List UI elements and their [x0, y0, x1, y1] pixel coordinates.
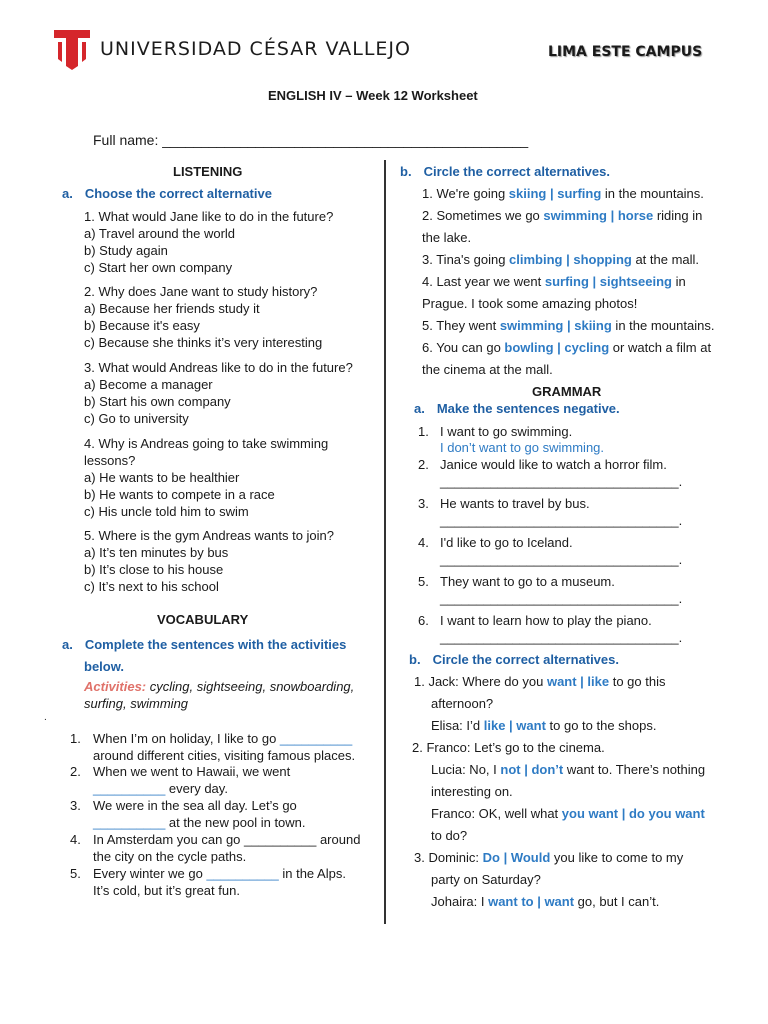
option-bowling-cycling[interactable]: bowling | cycling: [504, 340, 610, 355]
listening-q4: 4. Why is Andreas going to take swimming lessons? a) He wants to be healthier b) He wants to compete in a race c) His uncle told him to swim: [84, 436, 329, 519]
grammar-answer-4[interactable]: _________________________________.: [440, 552, 683, 567]
listening-instruction: a. Choose the correct alternative: [62, 186, 272, 201]
dialogue-3: 3. Dominic: Do | Would you like to come to my party on Saturday? Johaira: I want to | want go, but I can’t.: [414, 850, 684, 909]
circle1-s5: 5. They went swimming | skiing in the mountains.: [422, 318, 715, 333]
option-not-dont[interactable]: not | don’t: [500, 762, 564, 777]
vocab-blank-1[interactable]: __________: [279, 731, 353, 746]
circle1-s2: 2. Sometimes we go swimming | horse riding in the lake.: [422, 208, 703, 245]
option-you-want-do-you-want[interactable]: you want | do you want: [561, 806, 705, 821]
circle1-s1: 1. We're going skiing | surfing in the mountains.: [422, 186, 704, 201]
option-climbing-shopping[interactable]: climbing | shopping: [509, 252, 632, 267]
option-skiing-surfing[interactable]: skiing | surfing: [508, 186, 602, 201]
logo-emblem-icon: [52, 26, 92, 72]
option-want-like[interactable]: want | like: [546, 674, 610, 689]
listening-q5: 5. Where is the gym Andreas wants to join? a) It’s ten minutes by bus b) It’s close to his house c) It’s next to his school: [84, 528, 335, 594]
grammar-answer-5[interactable]: _________________________________.: [440, 591, 683, 606]
grammar-item-6: 6. I want to learn how to play the piano.: [418, 613, 652, 628]
option-swimming-skiing[interactable]: swimming | skiing: [499, 318, 612, 333]
grammar-answer-2[interactable]: _________________________________.: [440, 474, 683, 489]
vocab-blank-3[interactable]: __________: [93, 815, 166, 830]
stray-dot: .: [44, 712, 47, 723]
listening-q2: 2. Why does Jane want to study history? a) Because her friends study it b) Because it's easy c) Because she thinks it’s very interesting: [84, 284, 323, 350]
circle1-s6: 6. You can go bowling | cycling or watch a film at the cinema at the mall.: [422, 340, 712, 377]
listening-q3: 3. What would Andreas like to do in the future? a) Become a manager b) Start his own company c) Go to university: [84, 360, 353, 426]
vocab-item-2: 2. When we went to Hawaii, we went __________ every day.: [70, 764, 291, 796]
university-logo: [52, 26, 92, 72]
grammar-heading: GRAMMAR: [532, 384, 602, 399]
grammar-item-3: 3. He wants to travel by bus.: [418, 496, 590, 511]
vocab-blank-2[interactable]: __________: [93, 781, 166, 796]
circle2-instruction: b. Circle the correct alternatives.: [409, 652, 619, 667]
vocabulary-heading: VOCABULARY: [157, 612, 249, 627]
fullname-field[interactable]: _______________________________________________: [162, 132, 529, 148]
activities-list: Activities: cycling, sightseeing, snowboarding, surfing, swimming: [84, 679, 355, 711]
fullname-label: Full name:: [93, 132, 163, 148]
fullname-row: [93, 132, 528, 148]
column-divider: [384, 160, 386, 924]
grammar-answer-3[interactable]: _________________________________.: [440, 513, 683, 528]
option-want-to-want[interactable]: want to | want: [488, 894, 575, 909]
circle1-s4: 4. Last year we went surfing | sightseeing in Prague. I took some amazing photos!: [422, 274, 686, 311]
option-do-would[interactable]: Do | Would: [482, 850, 551, 865]
vocab-item-5: 5. Every winter we go __________ in the Alps. It’s cold, but it’s great fun.: [70, 866, 346, 898]
campus-label: LIMA ESTE CAMPUS: [548, 44, 703, 60]
vocabulary-instruction: a. Complete the sentences with the activities below.: [62, 637, 347, 674]
university-name: UNIVERSIDAD CÉSAR VALLEJO: [100, 38, 411, 60]
grammar-item-1: 1. I want to go swimming.: [418, 424, 573, 439]
grammar-item-5: 5. They want to go to a museum.: [418, 574, 615, 589]
listening-q1: 1. What would Jane like to do in the future? a) Travel around the world b) Study again c) Start her own company: [84, 209, 334, 275]
circle1-instruction: b. Circle the correct alternatives.: [400, 164, 610, 179]
grammar-answer-6[interactable]: _________________________________.: [440, 630, 683, 645]
option-like-want[interactable]: like | want: [483, 718, 546, 733]
vocab-blank-5[interactable]: __________: [206, 866, 279, 881]
grammar-example-answer: I don’t want to go swimming.: [440, 440, 605, 455]
vocab-blank-4[interactable]: __________: [244, 832, 317, 847]
page-title: ENGLISH IV – Week 12 Worksheet: [268, 88, 478, 103]
vocab-item-3: 3. We were in the sea all day. Let’s go __________ at the new pool in town.: [70, 798, 306, 830]
dialogue-2: 2. Franco: Let’s go to the cinema. Lucia: No, I not | don’t want to. There’s nothing interesting on. Franco: OK, well what you want | do you want to do?: [412, 740, 706, 843]
option-surfing-sightseeing[interactable]: surfing | sightseeing: [544, 274, 672, 289]
grammar-instruction: a. Make the sentences negative.: [414, 401, 620, 416]
circle1-s3: 3. Tina's going climbing | shopping at the mall.: [422, 252, 700, 267]
vocab-item-1: 1. When I’m on holiday, I like to go __________ around different cities, visiting famous places.: [70, 731, 356, 763]
option-swimming-horse[interactable]: swimming | horse: [543, 208, 654, 223]
dialogue-1: 1. Jack: Where do you want | like to go this afternoon? Elisa: I’d like | want to go to the shops.: [414, 674, 666, 733]
vocab-item-4: 4. In Amsterdam you can go __________ around the city on the cycle paths.: [70, 832, 361, 864]
listening-heading: LISTENING: [173, 164, 243, 179]
grammar-item-4: 4. I'd like to go to Iceland.: [418, 535, 573, 550]
grammar-item-2: 2. Janice would like to watch a horror film.: [418, 457, 667, 472]
